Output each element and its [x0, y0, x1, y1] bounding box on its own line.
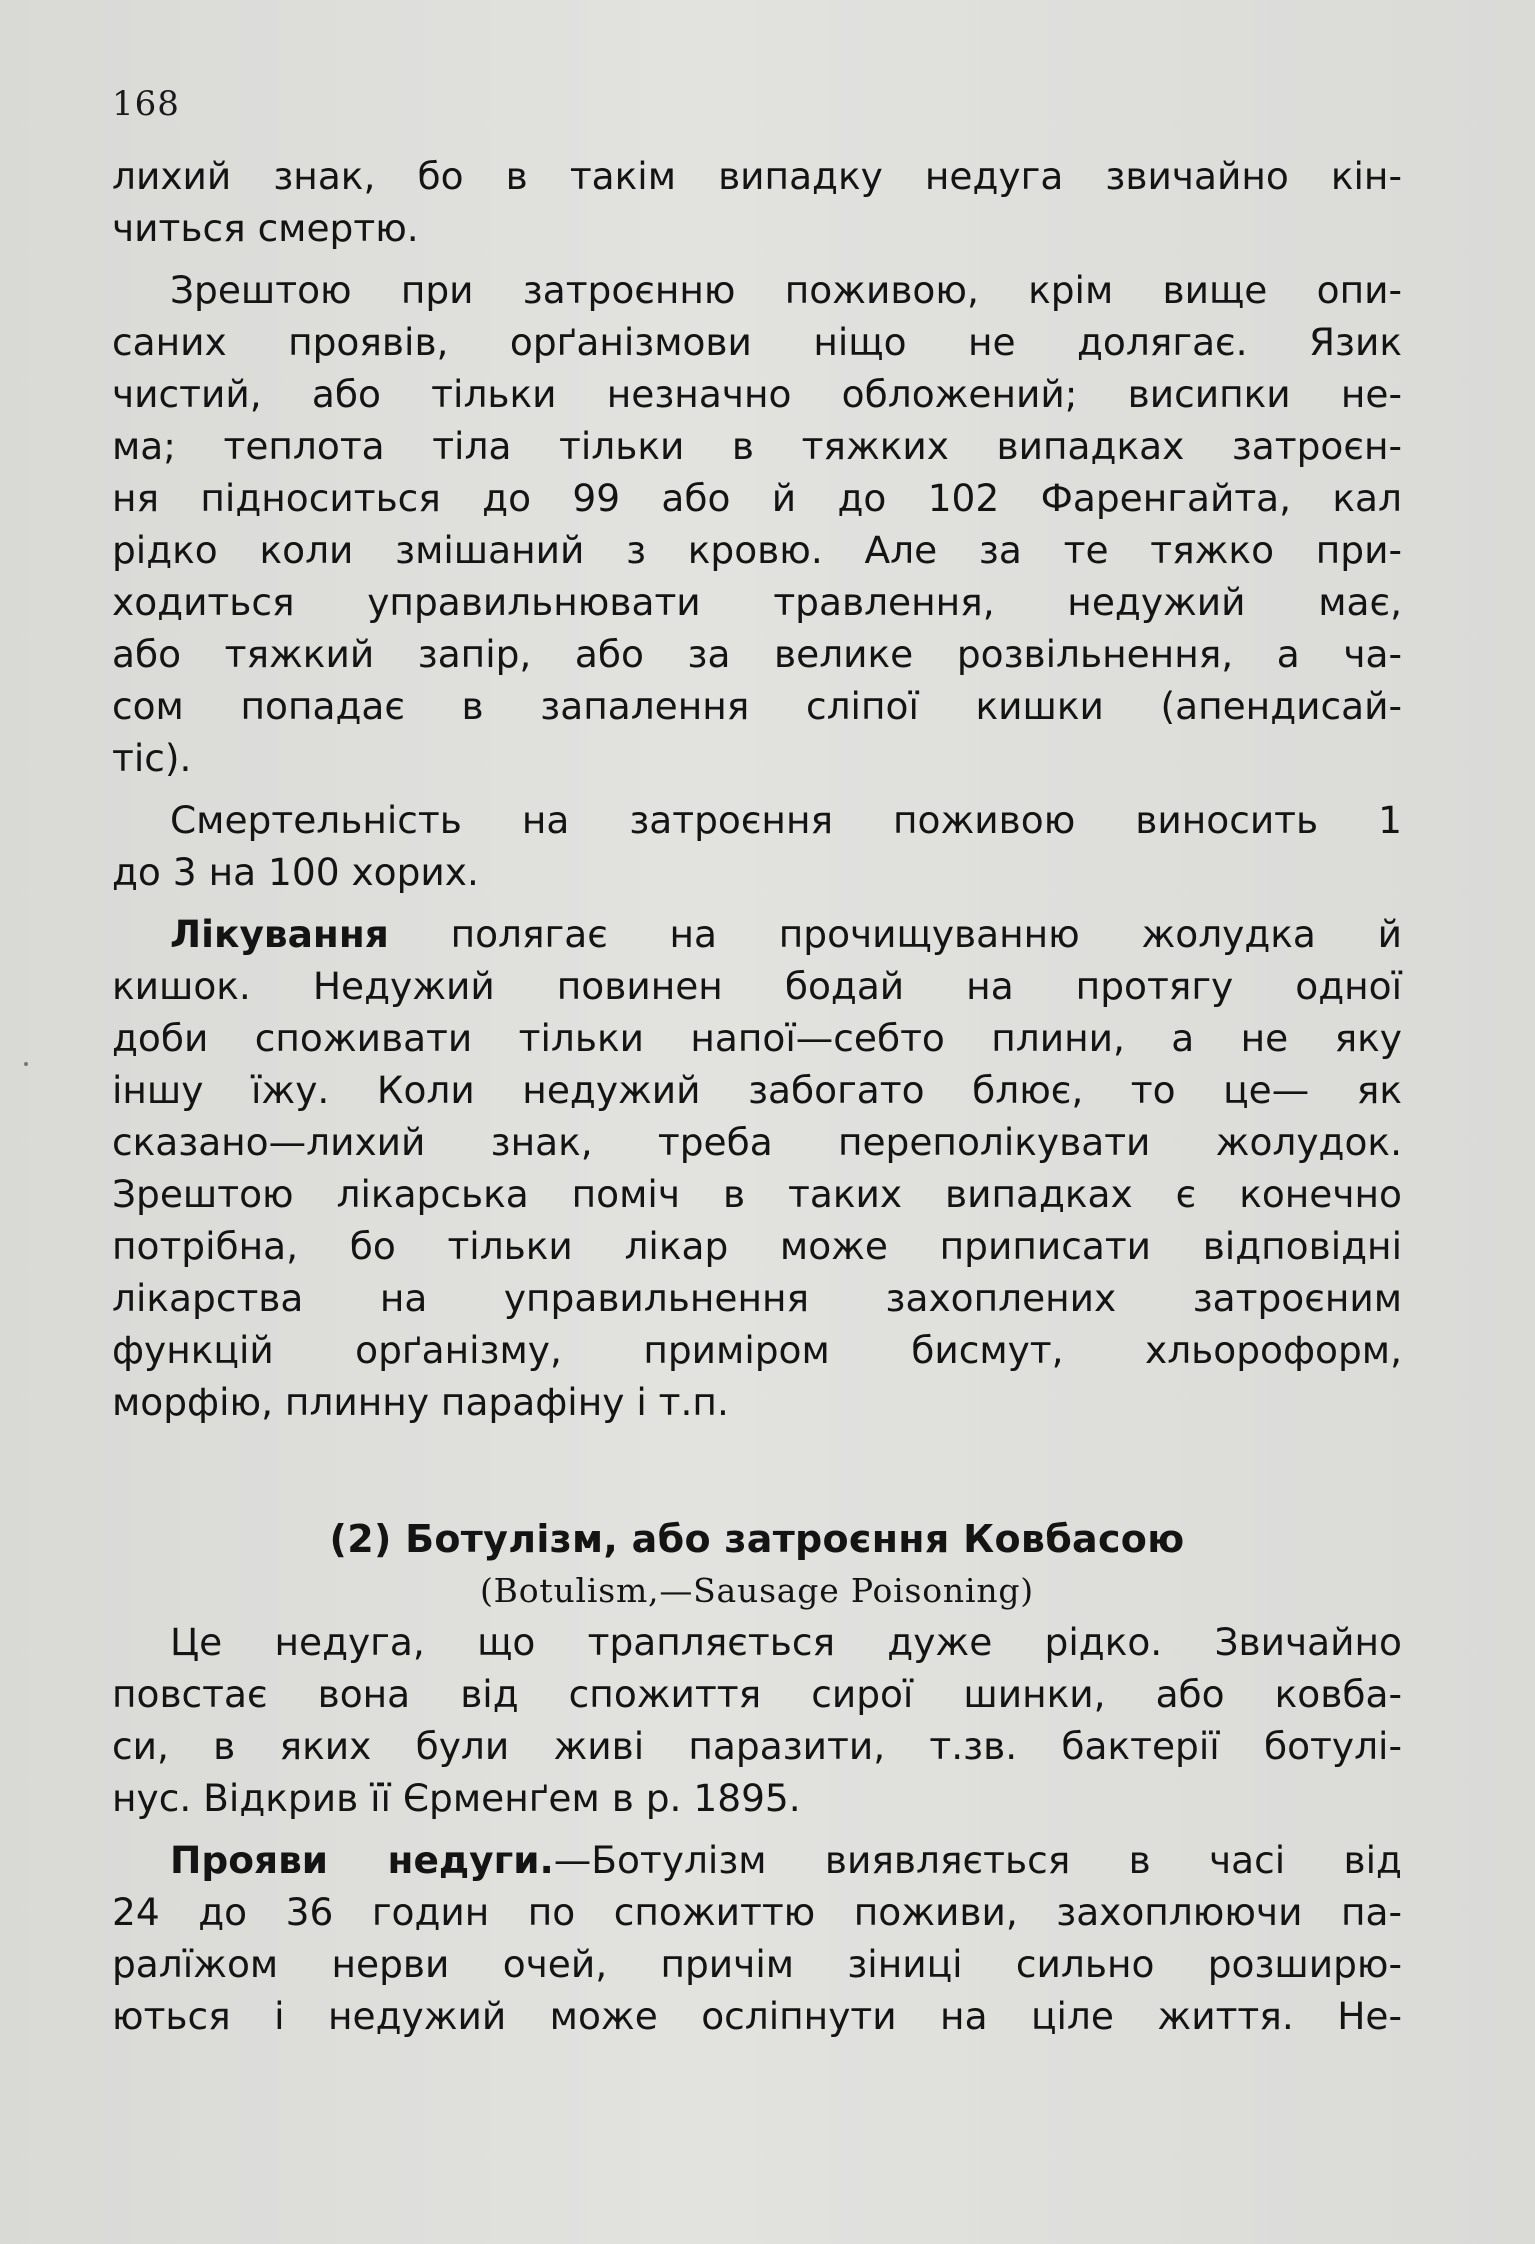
- text-line: саних проявів, орґанізмови ніщо не долягає. Язик: [112, 320, 1402, 364]
- text-line: потрібна, бо тільки лікар може приписати відповідні: [112, 1224, 1402, 1268]
- paragraph-mortality: [112, 794, 1402, 898]
- text-line: ходиться управильнювати травлення, недужий має,: [112, 580, 1402, 624]
- margin-speck: [24, 1062, 28, 1066]
- text-line: чистий, або тільки незначно обложений; висипки не-: [112, 372, 1402, 416]
- section-heading: (2) Ботулізм, або затроєння Ковбасою: [329, 1517, 1185, 1561]
- text-line: ма; теплота тіла тільки в тяжких випадках затроєн-: [112, 424, 1402, 468]
- text-line: Зрештою при затроєнню поживою, крім вище опи-: [170, 268, 1402, 312]
- text-run: —Ботулізм виявляється в часі від: [553, 1838, 1402, 1882]
- text-line: лихий знак, бо в такім випадку недуга звичайно кін-: [112, 154, 1402, 198]
- text-line: 24 до 36 годин по спожиттю поживи, захоплюючи па-: [112, 1890, 1402, 1934]
- text-line: Зрештою лікарська поміч в таких випадках є конечно: [112, 1172, 1402, 1216]
- text-line: або тяжкий запір, або за велике розвільнення, а ча-: [112, 632, 1402, 676]
- text-line: читься смертю.: [112, 206, 419, 250]
- text-line: сом попадає в запалення сліпої кишки (апендисай-: [112, 684, 1402, 728]
- page-body: [112, 150, 1402, 2042]
- paragraph-continuation: [112, 150, 1402, 254]
- text-line: функцій орґанізму, приміром бисмут, хльороформ,: [112, 1328, 1402, 1372]
- section-subheading: (Botulism,—Sausage Poisoning): [480, 1571, 1034, 1610]
- text-line: кишок. Недужий повинен бодай на протягу одної: [112, 964, 1402, 1008]
- text-line: Це недуга, що трапляється дуже рідко. Звичайно: [170, 1620, 1402, 1664]
- text-line: сказано—лихий знак, треба переполікувати жолудок.: [112, 1120, 1402, 1164]
- symptoms-lead: Прояви недуги.: [170, 1838, 554, 1882]
- text-line: ня підноситься до 99 або й до 102 Фаренгайта, кал: [112, 476, 1402, 520]
- text-line: Смертельність на затроєння поживою виносить 1: [170, 798, 1402, 842]
- text-line: лікарства на управильнення захоплених затроєним: [112, 1276, 1402, 1320]
- text-line: ються і недужий може осліпнути на ціле життя. Не-: [112, 1994, 1402, 2038]
- text-line: [112, 908, 1402, 960]
- text-line: до 3 на 100 хорих.: [112, 850, 479, 894]
- paragraph-botulism-symptoms: [112, 1834, 1402, 2042]
- paragraph-treatment: [112, 908, 1402, 1428]
- text-line: іншу їжу. Коли недужий забогато блює, то це— як: [112, 1068, 1402, 1112]
- text-line: морфію, плинну парафіну і т.п.: [112, 1380, 729, 1424]
- text-line: тіс).: [112, 736, 192, 780]
- paragraph-symptoms: [112, 264, 1402, 784]
- text-line: ралїжом нерви очей, причім зіниці сильно розширю-: [112, 1942, 1402, 1986]
- page-number: 168: [112, 84, 180, 124]
- text-line: [112, 1834, 1402, 1886]
- text-line: повстає вона від спожиття сирої шинки, або ковба-: [112, 1672, 1402, 1716]
- text-line: рідко коли змішаний з кровю. Але за те тяжко при-: [112, 528, 1402, 572]
- text-run: полягає на прочищуванню жолудка й: [388, 912, 1402, 956]
- paragraph-botulism-intro: [112, 1616, 1402, 1824]
- text-line: нус. Відкрив її Єрменґем в р. 1895.: [112, 1776, 801, 1820]
- text-line: си, в яких були живі паразити, т.зв. бактерії ботулі-: [112, 1724, 1402, 1768]
- text-line: доби споживати тільки напої—себто плини, а не яку: [112, 1016, 1402, 1060]
- treatment-lead: Лікування: [170, 912, 389, 956]
